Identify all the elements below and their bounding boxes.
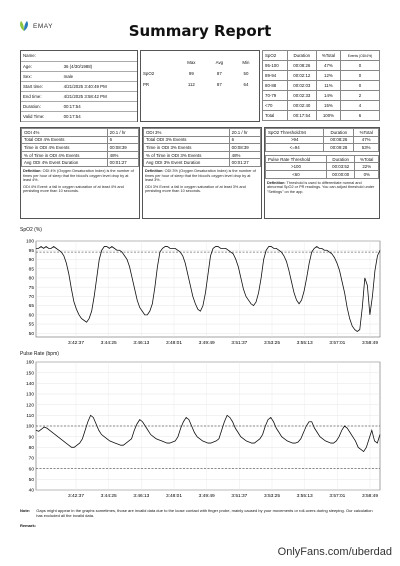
spo2-dist-row-cell: Total	[263, 111, 288, 121]
patient-row	[21, 71, 137, 81]
x-tick-label: 3:58:49	[361, 341, 379, 346]
patient-row-cell: Name:	[21, 51, 62, 61]
pr-threshold-row-cell: 00:03:52	[326, 163, 355, 171]
y-tick-label: 60	[28, 313, 34, 319]
logo-text: EMAY	[33, 22, 53, 30]
spo2-threshold-row	[266, 144, 379, 152]
watermark: OnlyFans.com/uberdad	[277, 546, 392, 558]
odi4-row	[22, 129, 139, 137]
plot-frame	[36, 241, 380, 337]
x-tick-label: 3:55:13	[296, 494, 313, 499]
spo2-dist-row-cell: 00:02:40	[287, 101, 316, 111]
odi4-row-cell: Time in ODI 4% Events	[22, 144, 108, 152]
odi3-row	[144, 159, 261, 167]
spo2-dist-row	[263, 81, 380, 91]
spo2-dist-row-cell: 89-94	[263, 71, 288, 81]
x-tick-label: 3:57:01	[329, 341, 346, 346]
spo2-dist-row-cell: 15%	[316, 101, 340, 111]
odi3-row	[144, 144, 261, 152]
spo2-dist-row-cell: 00:17:54	[287, 111, 316, 121]
spo2-dist-row-cell: 00:02:33	[287, 91, 316, 101]
y-tick-label: 60	[28, 467, 34, 473]
odi4-row-cell: 20.1 / hr	[107, 129, 138, 137]
patient-row	[21, 91, 137, 101]
spo2-dist-header-cell: Duration	[287, 51, 316, 61]
x-tick-label: 3:46:13	[133, 494, 150, 499]
odi3-row-cell: Time in ODI 3% Events	[144, 144, 230, 152]
odi3-definition-label: Definition	[145, 168, 163, 173]
spo2-dist-row-cell: 4	[340, 101, 379, 111]
odi4-row-cell: 00:01:27	[107, 159, 138, 167]
patient-info-box	[20, 50, 138, 122]
y-tick-label: 70	[28, 294, 34, 300]
x-tick-label: 3:44:25	[100, 494, 117, 499]
spo2-dist-row-cell: 0	[340, 81, 379, 91]
odi4-definition	[21, 167, 139, 185]
spo2-dist-row-cell: 00:08:26	[287, 61, 316, 71]
y-tick-label: 85	[28, 267, 34, 273]
pr-threshold-row-cell: <60	[266, 170, 327, 178]
x-tick-label: 3:42:37	[67, 494, 85, 499]
patient-row	[21, 51, 137, 61]
y-tick-label: 55	[28, 322, 34, 328]
spo2-threshold-row	[266, 136, 379, 144]
stats-row-cell: 50	[243, 71, 249, 76]
stats-row-cell: 112	[187, 82, 195, 87]
pr-threshold-row-cell: 22%	[355, 163, 379, 171]
odi4-row	[22, 159, 139, 167]
pr-threshold-row	[266, 163, 379, 171]
pulse-rate-chart	[14, 356, 386, 506]
odi4-table	[21, 128, 139, 167]
y-tick-label: 90	[28, 258, 34, 264]
patient-row-cell: 36 (4/30/1988)	[62, 61, 137, 71]
spo2-dist-row-cell: 6	[340, 111, 379, 121]
y-tick-label: 50	[28, 477, 34, 483]
stats-header-cell	[141, 57, 177, 68]
y-tick-label: 100	[25, 239, 34, 245]
spo2-dist-row-cell: 0	[340, 61, 379, 71]
odi3-table	[143, 128, 261, 167]
spo2-threshold-row-cell: 00:09:28	[324, 144, 354, 152]
odi3-row	[144, 129, 261, 137]
spo2-dist-row-cell: 0	[340, 71, 379, 81]
patient-row-cell: Sex:	[21, 71, 62, 81]
spo2-dist-row-cell: 80-88	[263, 81, 288, 91]
spo2-dist-header-cell: SpO2	[263, 51, 288, 61]
pr-chart-label: Pulse Rate (bpm)	[20, 351, 59, 357]
stats-table	[141, 57, 259, 90]
spo2-dist-header-cell: Events (ODI4%)	[340, 51, 379, 61]
y-tick-label: 70	[28, 456, 34, 462]
x-tick-label: 3:49:49	[198, 494, 215, 499]
odi4-row	[22, 136, 139, 144]
spo2-dist-row-cell: 47%	[316, 61, 340, 71]
stats-row	[141, 68, 259, 79]
y-tick-label: 80	[28, 276, 34, 282]
odi4-box	[20, 127, 140, 219]
threshold-box	[264, 127, 380, 219]
patient-row	[21, 111, 137, 121]
odi4-row-cell: % of Time in ODI 4% Events	[22, 151, 108, 159]
spo2-threshold-row-cell: 00:08:26	[324, 136, 354, 144]
odi4-row	[22, 144, 139, 152]
x-tick-label: 3:42:37	[67, 341, 85, 346]
odi4-definition-label: Definition	[23, 168, 41, 173]
odi3-row-cell: 48%	[229, 151, 260, 159]
x-tick-label: 3:58:49	[361, 494, 379, 499]
stats-box	[140, 50, 260, 122]
spo2-threshold-row-cell: 47%	[354, 136, 379, 144]
page-title: Summary Report	[128, 22, 272, 40]
x-tick-label: 3:48:01	[165, 494, 183, 499]
pr-threshold-header-cell: Duration	[326, 155, 355, 163]
spo2-dist-row-cell: 70-79	[263, 91, 288, 101]
odi4-row-cell: 48%	[107, 151, 138, 159]
spo2-dist-row	[263, 61, 380, 71]
spo2-dist-row-cell: 100%	[316, 111, 340, 121]
spo2-dist-row-cell: 12%	[316, 71, 340, 81]
y-tick-label: 65	[28, 304, 34, 310]
y-tick-label: 95	[28, 248, 34, 254]
pr-threshold-row-cell: 00:00:00	[326, 170, 355, 178]
stats-row-cell: 64	[243, 82, 249, 87]
stats-header-cell: Avg	[215, 60, 224, 65]
x-tick-label: 3:57:01	[329, 494, 346, 499]
x-tick-label: 3:55:13	[296, 341, 313, 346]
pr-threshold-header-cell: %Total	[355, 155, 379, 163]
pr-threshold-header-cell: Pulse Rate Threshold	[266, 155, 327, 163]
x-tick-label: 3:53:25	[263, 494, 281, 499]
spo2-dist-header-cell: %Total	[316, 51, 340, 61]
spo2-threshold-header-cell: %Total	[354, 129, 379, 137]
patient-row-cell: 00:17:54	[62, 111, 137, 121]
spo2-threshold-table	[265, 128, 379, 152]
stats-header	[141, 57, 259, 68]
spo2-threshold-header-cell: Duration	[324, 129, 354, 137]
odi3-definition-text: : ODI 3% (Oxygen Desaturation Index) is the number of times per hour of sleep that the blood's oxygen level drop by at least 3%.	[145, 168, 256, 183]
patient-row-cell: Start time:	[21, 81, 62, 91]
odi3-event-definition: ODI 3% Event: a fall in oxygen saturation of at least 3% and persisting more than 10 seconds.	[145, 184, 246, 194]
patient-row	[21, 81, 137, 91]
y-tick-label: 130	[25, 392, 34, 398]
stats-row-cell: 99	[188, 71, 194, 76]
spo2-threshold-row-cell: 53%	[354, 144, 379, 152]
footer-note	[20, 508, 380, 518]
patient-row-cell: 00:17:54	[62, 101, 137, 111]
stats-header-cell: Min	[242, 60, 250, 65]
pr-threshold-row-cell: 0%	[355, 170, 379, 178]
x-tick-label: 3:48:01	[165, 341, 183, 346]
x-tick-label: 3:51:37	[231, 341, 248, 346]
patient-row	[21, 101, 137, 111]
y-tick-label: 50	[28, 331, 34, 337]
spo2-threshold-row-cell: <=94	[266, 144, 324, 152]
patient-row-cell: male	[62, 71, 137, 81]
spo2-chart	[14, 233, 386, 349]
pr-threshold-header	[266, 155, 379, 163]
spo2-dist-row-cell: 11%	[316, 81, 340, 91]
y-tick-label: 120	[25, 403, 34, 409]
x-tick-label: 3:46:13	[133, 341, 150, 346]
pr-threshold-row	[266, 170, 379, 178]
stats-row-cell: SpO2	[143, 71, 155, 76]
odi3-row-cell: Avg ODI 3% Event Duration	[144, 159, 230, 167]
x-tick-label: 3:53:25	[263, 341, 281, 346]
pr-threshold-row-cell: >100	[266, 163, 327, 171]
patient-row	[21, 61, 137, 71]
y-tick-label: 150	[25, 371, 34, 377]
y-tick-label: 140	[25, 381, 34, 387]
odi3-row-cell: % of Time in ODI 3% Events	[144, 151, 230, 159]
odi3-row	[144, 151, 261, 159]
patient-row-cell: 4/21/2025 3:58:42 PM	[62, 91, 137, 101]
y-tick-label: 160	[25, 360, 34, 366]
remark-label-text: Remark:	[20, 523, 37, 528]
stats-row-cell: 87	[216, 71, 222, 76]
patient-info-table	[21, 51, 137, 122]
spo2-dist-header	[263, 51, 380, 61]
odi4-row-cell: 6	[107, 136, 138, 144]
y-tick-label: 75	[28, 285, 34, 291]
spo2-dist-row-cell: 2	[340, 91, 379, 101]
odi4-event-definition: ODI 4% Event: a fall in oxygen saturation of at least 4% and persisting more than 10 seconds.	[23, 184, 124, 194]
pr-threshold-table	[265, 155, 379, 179]
threshold-definition-text: : Threshold is used to differentiate normal and abnormal SpO2 or PR readings. You can adjust threshold under "Settings" on the app.	[267, 180, 375, 194]
odi3-row-cell: ODI 3%	[144, 129, 230, 137]
threshold-definition-label: Definition	[267, 180, 285, 185]
stats-row-cell: 87	[216, 82, 222, 87]
threshold-definition	[265, 179, 379, 197]
odi4-row	[22, 151, 139, 159]
odi3-row	[144, 136, 261, 144]
spo2-dist-row-cell: 00:02:03	[287, 81, 316, 91]
patient-row-cell: End time:	[21, 91, 62, 101]
patient-row-cell: Valid Time:	[21, 111, 62, 121]
spo2-distribution	[262, 50, 380, 121]
spo2-threshold-header	[266, 129, 379, 137]
odi4-row-cell: 00:08:39	[107, 144, 138, 152]
patient-row-cell: Age:	[21, 61, 62, 71]
x-tick-label: 3:49:49	[198, 341, 215, 346]
odi4-row-cell: ODI 4%	[22, 129, 108, 137]
spo2-distribution-table	[262, 50, 380, 121]
odi4-row-cell: Avg ODI 4% Event Duration	[22, 159, 108, 167]
spo2-dist-row-cell: 00:02:12	[287, 71, 316, 81]
y-tick-label: 40	[28, 488, 34, 494]
patient-row-cell: Duration:	[21, 101, 62, 111]
odi4-definition-text: : ODI 4% (Oxygen Desaturation Index) is the number of times per hour of sleep that the blood's oxygen level drop by at least 4%.	[23, 168, 134, 183]
x-tick-label: 3:51:37	[231, 494, 248, 499]
odi3-row-cell: 20.1 / hr	[229, 129, 260, 137]
odi3-row-cell: Total ODI 3% Events	[144, 136, 230, 144]
y-tick-label: 90	[28, 435, 34, 441]
spo2-chart-label: SpO2 (%)	[20, 227, 42, 233]
odi3-row-cell: 00:08:39	[229, 144, 260, 152]
odi3-definition	[143, 167, 261, 185]
stats-row	[141, 79, 259, 90]
spo2-dist-row-cell: 14%	[316, 91, 340, 101]
y-tick-label: 100	[25, 424, 34, 430]
odi3-box	[142, 127, 262, 219]
note-text: Gaps might appear in the graphs sometimes, those are invalid data due to the loose contact with finger probe, mainly caused by your movements or roll-overs during sleeping. Our calculation has excluded all the invalid data.	[36, 508, 373, 518]
stats-row-cell: PR	[143, 82, 150, 87]
y-tick-label: 80	[28, 445, 34, 451]
odi4-row-cell: Total ODI 4% Events	[22, 136, 108, 144]
spo2-dist-row	[263, 91, 380, 101]
stats-header-cell: Max	[187, 60, 196, 65]
patient-row-cell: 4/21/2025 3:40:49 PM	[62, 81, 137, 91]
spo2-dist-row	[263, 101, 380, 111]
odi3-row-cell: 00:01:27	[229, 159, 260, 167]
odi3-row-cell: 6	[229, 136, 260, 144]
y-tick-label: 110	[26, 413, 34, 419]
note-label: Note:	[20, 508, 31, 513]
spo2-dist-row	[263, 111, 380, 121]
x-tick-label: 3:44:25	[100, 341, 117, 346]
spo2-dist-row	[263, 71, 380, 81]
spo2-threshold-row-cell: >94	[266, 136, 324, 144]
spo2-dist-row-cell: 95-100	[263, 61, 288, 71]
patient-row-cell	[62, 51, 137, 61]
spo2-threshold-header-cell: SpO2 Threshold:94	[266, 129, 324, 137]
spo2-dist-row-cell: <70	[263, 101, 288, 111]
remark-label	[20, 523, 36, 528]
series-line	[36, 415, 380, 451]
